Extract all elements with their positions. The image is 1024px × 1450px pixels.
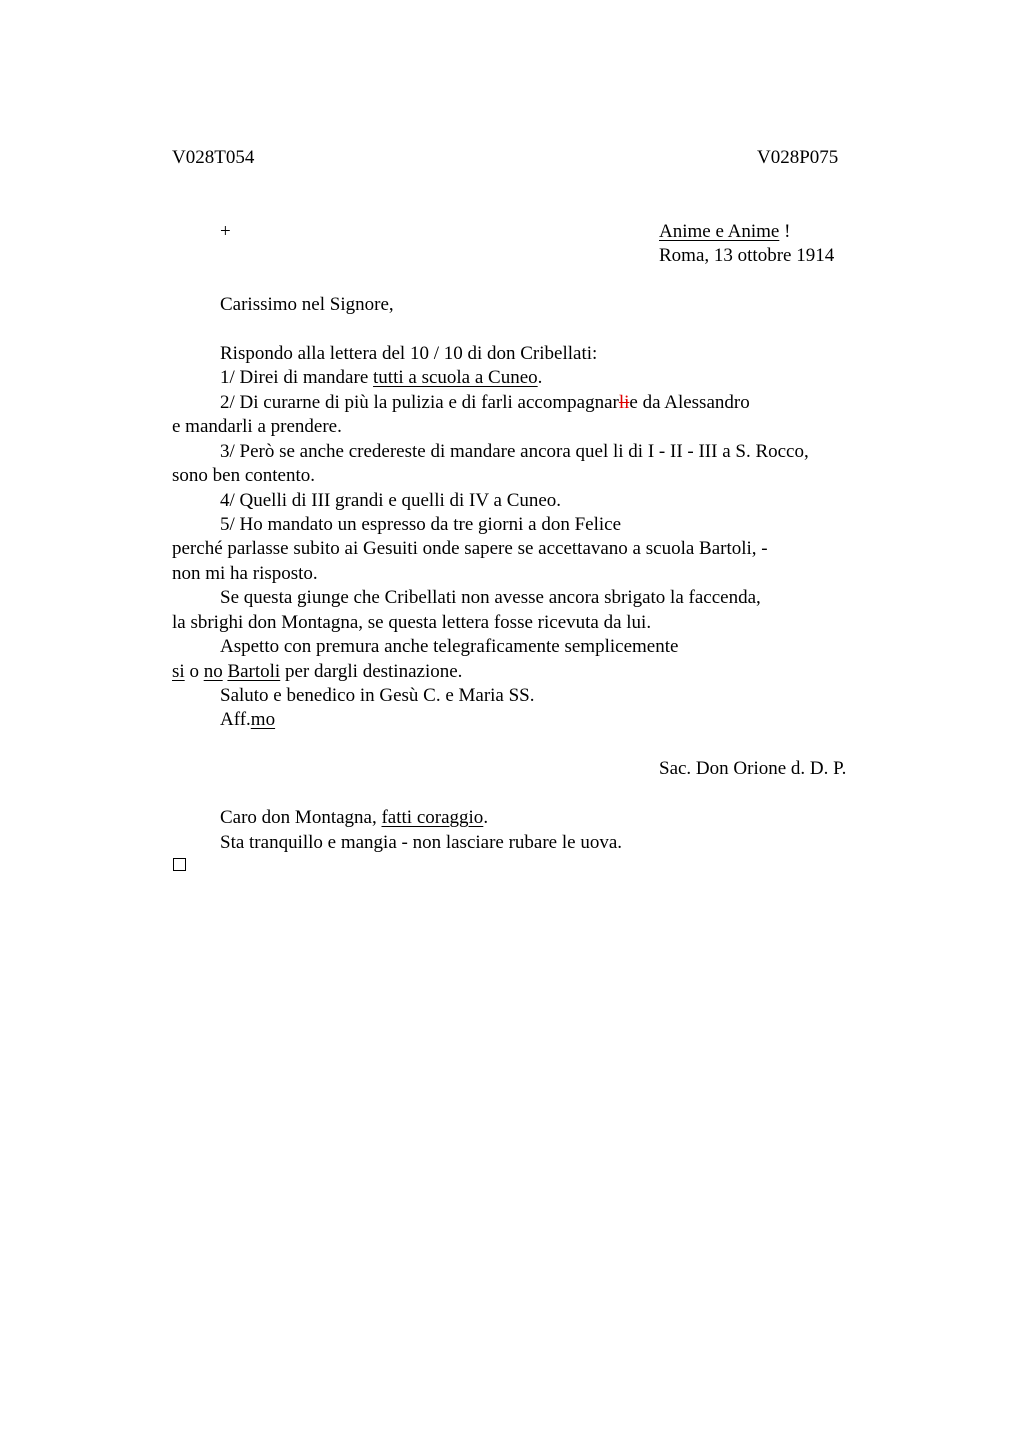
document-code-right: V028P075 xyxy=(757,147,839,168)
place-date: Roma, 13 ottobre 1914 xyxy=(659,245,835,266)
point-2-suffix: e da Alessandro xyxy=(629,392,750,413)
point-3-continued: sono ben contento. xyxy=(172,465,316,486)
point-1-underlined: tutti a scuola a Cuneo xyxy=(373,367,538,388)
closing: Saluto e benedico in Gesù C. e Maria SS. xyxy=(220,685,535,706)
word-bartoli: Bartoli xyxy=(227,661,281,682)
document-code-left: V028T054 xyxy=(172,147,255,168)
ps-suffix: . xyxy=(483,807,489,828)
point-2-continued: e mandarli a prendere. xyxy=(172,416,342,437)
point-2-prefix: 2/ Di curarne di più la pulizia e di farli accompagnar xyxy=(220,392,619,413)
point-4: 4/ Quelli di III grandi e quelli di IV a Cuneo. xyxy=(220,490,562,511)
word-si: si xyxy=(172,661,185,682)
paragraph-7-continued xyxy=(172,660,462,684)
text-destination: per dargli destinazione. xyxy=(280,661,463,682)
paragraph-7: Aspetto con premura anche telegraficamente semplicemente xyxy=(220,636,679,657)
word-no: no xyxy=(203,661,223,682)
point-3: 3/ Però se anche credereste di mandare ancora quel li di I - II - III a S. Rocco, xyxy=(220,441,809,462)
point-2 xyxy=(220,391,750,415)
body-intro: Rispondo alla lettera del 10 / 10 di don Cribellati: xyxy=(220,343,598,364)
point-1 xyxy=(220,366,542,390)
cross-mark: + xyxy=(220,221,231,242)
affectionate xyxy=(220,708,275,732)
paragraph-6: Se questa giunge che Cribellati non avesse ancora sbrigato la faccenda, xyxy=(220,587,761,608)
point-1-prefix: 1/ Direi di mandare xyxy=(220,367,374,388)
signature: Sac. Don Orione d. D. P. xyxy=(659,758,847,779)
greeting: Carissimo nel Signore, xyxy=(220,294,394,315)
motto-text: Anime e Anime xyxy=(659,221,780,242)
text-o: o xyxy=(184,661,204,682)
point-2-struck-text: li xyxy=(618,392,630,413)
point-5: 5/ Ho mandato un espresso da tre giorni a don Felice xyxy=(220,514,622,535)
motto-suffix: ! xyxy=(779,221,791,242)
square-outline-icon xyxy=(173,858,186,871)
ps-prefix: Caro don Montagna, xyxy=(220,807,382,828)
postscript-line-2: Sta tranquillo e mangia - non lasciare rubare le uova. xyxy=(220,832,623,853)
ps-underlined: fatti coraggio xyxy=(381,807,484,828)
paragraph-6-continued: la sbrighi don Montagna, se questa lettera fosse ricevuta da lui. xyxy=(172,612,652,633)
aff-suffix: mo xyxy=(250,709,276,730)
postscript-line-1 xyxy=(220,806,488,830)
motto xyxy=(659,220,790,244)
point-5-continued-1: perché parlasse subito ai Gesuiti onde sapere se accettavano a scuola Bartoli, - xyxy=(172,538,768,559)
aff-prefix: Aff. xyxy=(220,709,251,730)
point-5-continued-2: non mi ha risposto. xyxy=(172,563,318,584)
point-1-suffix: . xyxy=(537,367,543,388)
